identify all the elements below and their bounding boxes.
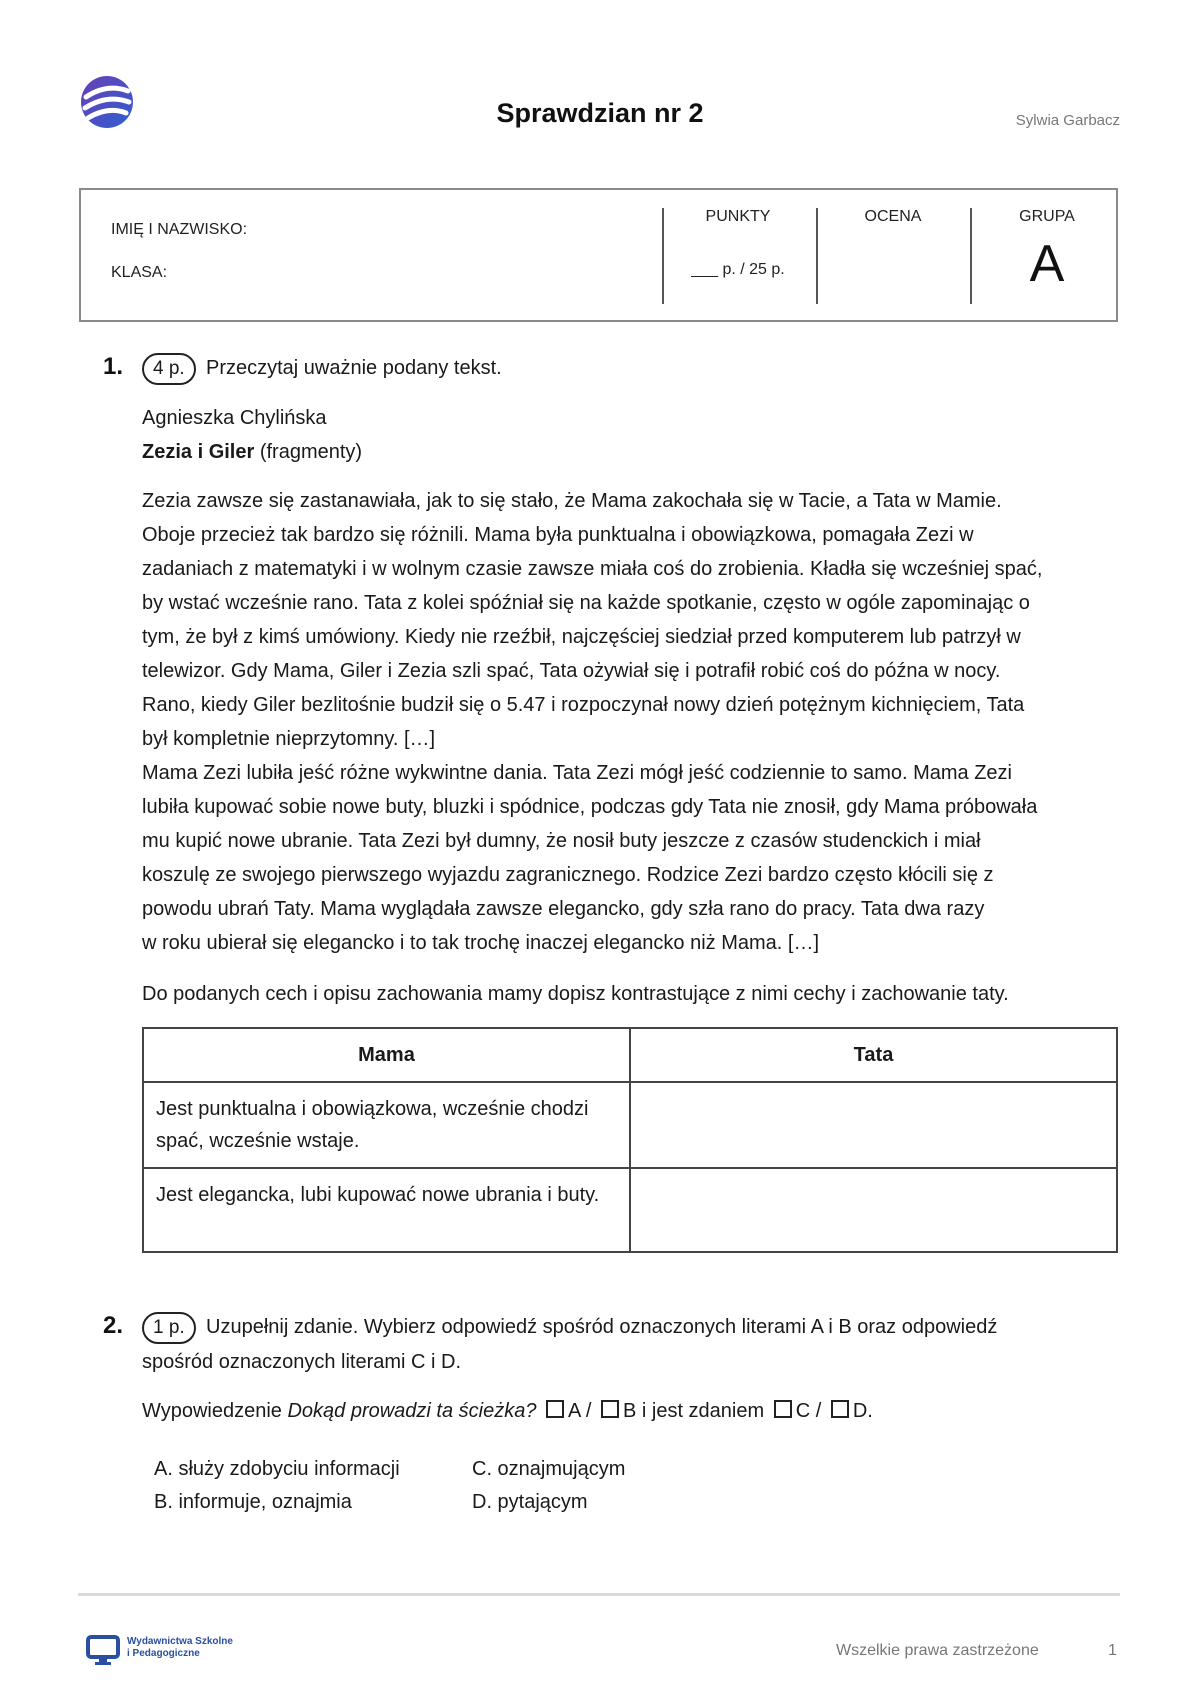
table-cell: Jest punktualna i obowiązkowa, wcześnie chodzi spać, wcześnie wstaje. — [143, 1082, 630, 1168]
copyright-notice: Wszelkie prawa zastrzeżone — [836, 1642, 1039, 1659]
page-number: 1 — [1108, 1642, 1117, 1659]
group-label: GRUPA — [1019, 208, 1075, 225]
answer-c: C. oznajmującym — [472, 1458, 626, 1480]
column-header-mama: Mama — [143, 1028, 630, 1082]
sentence-quote: Dokąd prowadzi ta ścieżka? — [287, 1400, 537, 1422]
sentence-prefix: Wypowiedzenie — [142, 1400, 288, 1422]
publisher-line: i Pedagogiczne — [127, 1648, 200, 1659]
excerpt-line: Oboje przecież tak bardzo się różnili. Mama była punktualna i obowiązkowa, pomagała Zezi w — [142, 524, 974, 546]
table-row — [143, 1168, 1117, 1252]
name-label: IMIĘ I NAZWISKO: — [111, 221, 248, 238]
table-header-row — [143, 1028, 1117, 1082]
task-number: 1. — [103, 353, 124, 380]
class-label: KLASA: — [111, 264, 168, 281]
answer-b: B. informuje, oznajmia — [154, 1491, 352, 1513]
option-a-letter: A — [568, 1400, 581, 1422]
source-title-line — [142, 435, 362, 469]
task-question: Do podanych cech i opisu zachowania mamy dopisz kontrastujące z nimi cechy i zachowanie taty. — [142, 983, 1009, 1005]
answer-cell[interactable] — [630, 1082, 1117, 1168]
checkbox-b[interactable] — [601, 1400, 619, 1418]
author-name: Sylwia Garbacz — [1015, 112, 1120, 129]
excerpt-line: telewizor. Gdy Mama, Giler i Zezia szli spać, Tata ożywiał się i potrafił robić coś do późna w nocy. — [142, 660, 1001, 682]
excerpt-line: był kompletnie nieprzytomny. […] — [142, 728, 436, 750]
excerpt-line: mu kupić nowe ubranie. Tata Zezi był dumny, że nosił buty jeszcze z czasów studenckich i miał — [142, 830, 981, 852]
checkbox-c[interactable] — [774, 1400, 792, 1418]
points-value: ___ p. / 25 p. — [691, 261, 785, 278]
excerpt-line: koszulę ze swojego pierwszego wyjazdu zagranicznego. Rodzice Zezi bardzo często kłócili się z — [142, 864, 994, 886]
grade-label: OCENA — [864, 208, 922, 225]
sentence-middle: i jest zdaniem — [641, 1400, 765, 1422]
excerpt-line: powodu ubrań Taty. Mama wyglądała zawsze elegancko, gdy szła rano do pracy. Tata dwa razy — [142, 898, 985, 920]
task-instruction: Przeczytaj uważnie podany tekst. — [206, 357, 502, 379]
points-badge: 4 p. — [142, 353, 196, 385]
excerpt-line: Mama Zezi lubiła jeść różne wykwintne dania. Tata Zezi mógł jeść codziennie to samo. Mama Zezi — [142, 762, 1012, 784]
excerpt-line: w roku ubierał się elegancko i to tak trochę inaczej elegancko niż Mama. […] — [142, 932, 820, 954]
publisher-logo-icon — [86, 1633, 120, 1667]
checkbox-d[interactable] — [831, 1400, 849, 1418]
option-d-letter: D. — [852, 1400, 873, 1422]
footer-divider — [78, 1593, 1120, 1596]
excerpt-line: by wstać wcześnie rano. Tata z kolei spóźniał się na każde spotkanie, często w ogóle zapominając o — [142, 592, 1030, 614]
points-label: PUNKTY — [705, 208, 771, 225]
table-cell: Jest elegancka, lubi kupować nowe ubrania i buty. — [143, 1168, 630, 1252]
publisher-name — [127, 1636, 233, 1660]
answer-a: A. służy zdobyciu informacji — [154, 1458, 400, 1480]
excerpt-line: tym, że był z kimś umówiony. Kiedy nie rzeźbił, najczęściej siedział przed komputerem lub patrzył w — [142, 626, 1021, 648]
task-instruction-cont: spośród oznaczonych literami C i D. — [142, 1351, 462, 1373]
publisher-line: Wydawnictwa Szkolne — [127, 1636, 233, 1647]
excerpt-line: Zezia zawsze się zastanawiała, jak to się stało, że Mama zakochała się w Tacie, a Tata w Mamie. — [142, 490, 1002, 512]
source-title: Zezia i Giler — [142, 441, 255, 463]
excerpt-line: Rano, kiedy Giler bezlitośnie budził się o 5.47 i rozpoczynał nowy dzień potężnym kichnięciem, Tata — [142, 694, 1025, 716]
table-row — [143, 1082, 1117, 1168]
student-info-box — [79, 188, 1118, 322]
source-note: (fragmenty) — [254, 441, 363, 463]
task-instruction: Uzupełnij zdanie. Wybierz odpowiedź spośród oznaczonych literami A i B oraz odpowiedź — [206, 1316, 998, 1338]
column-header-tata: Tata — [630, 1028, 1117, 1082]
answer-d: D. pytającym — [472, 1491, 588, 1513]
answer-cell[interactable] — [630, 1168, 1117, 1252]
source-author: Agnieszka Chylińska — [142, 407, 327, 429]
option-c-letter: C — [795, 1400, 811, 1422]
excerpt-text — [142, 484, 1122, 960]
page-title: Sprawdzian nr 2 — [496, 98, 704, 128]
checkbox-a[interactable] — [546, 1400, 564, 1418]
group-value: A — [1029, 235, 1065, 293]
comparison-table — [142, 1027, 1118, 1253]
option-separator: / — [815, 1400, 822, 1422]
completion-sentence — [142, 1394, 873, 1428]
option-separator: / — [585, 1400, 592, 1422]
excerpt-line: zadaniach z matematyki i w wolnym czasie zawsze miała coś do zrobienia. Kładła się wcześniej spać, — [142, 558, 1043, 580]
excerpt-line: lubiła kupować sobie nowe buty, bluzki i spódnice, podczas gdy Tata nie znosił, gdy Mama próbowała — [142, 796, 1038, 818]
option-b-letter: B — [622, 1400, 637, 1422]
task-number: 2. — [103, 1312, 124, 1339]
points-badge: 1 p. — [142, 1312, 196, 1344]
